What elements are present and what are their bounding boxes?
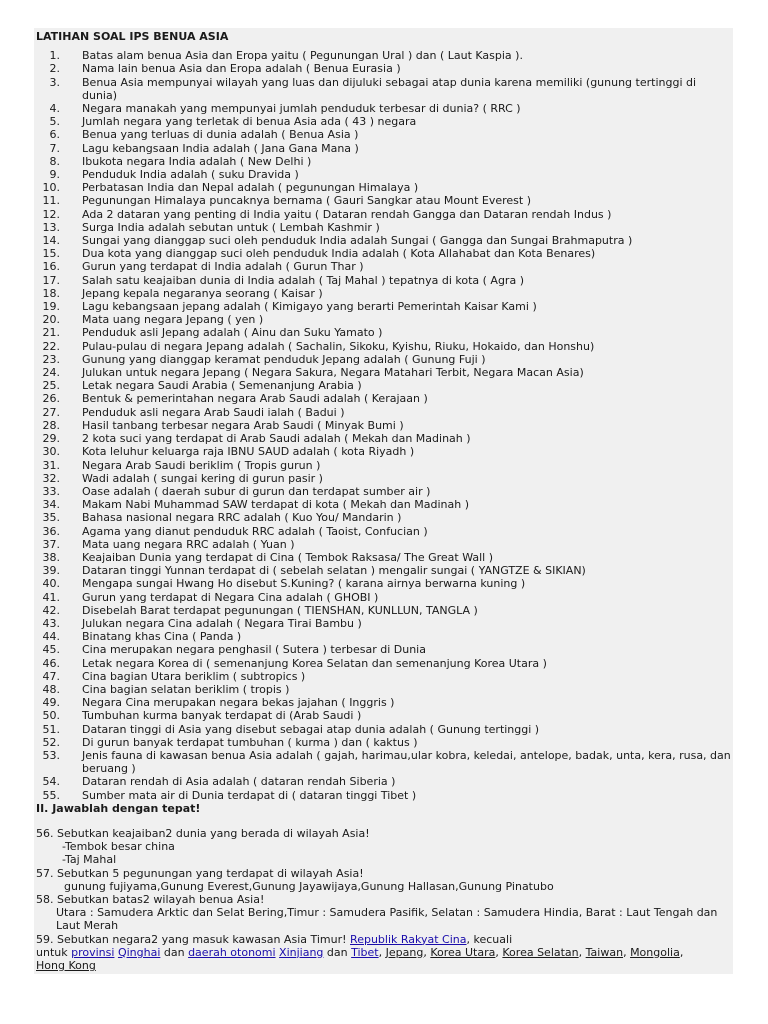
question-text: Bentuk & pemerintahan negara Arab Saudi adalah ( Kerajaan ) — [82, 392, 428, 406]
question-text: Batas alam benua Asia dan Eropa yaitu ( Pegunungan Ural ) dan ( Laut Kaspia ). — [82, 49, 523, 63]
question-number: 39. — [42, 564, 60, 578]
question-item — [36, 551, 731, 564]
question-text: Dua kota yang dianggap suci oleh penduduk India adalah ( Kota Allahabat dan Kota Benares) — [82, 247, 596, 261]
question-text: Cina bagian Utara beriklim ( subtropics ) — [82, 669, 306, 683]
question-number: 13. — [42, 220, 60, 234]
question-item — [36, 168, 731, 181]
question-text: Negara manakah yang mempunyai jumlah penduduk terbesar di dunia? ( RRC ) — [82, 102, 521, 116]
essay-question-58: 58. Sebutkan batas2 wilayah benua Asia! — [36, 893, 265, 906]
question-item — [36, 247, 731, 260]
essay-question-57: 57. Sebutkan 5 pegunungan yang terdapat di wilayah Asia! — [36, 866, 364, 880]
question-text: Penduduk India adalah ( suku Dravida ) — [82, 168, 299, 182]
question-number: 41. — [42, 590, 60, 604]
question-text: Letak negara Korea di ( semenanjung Korea Selatan dan semenanjung Korea Utara ) — [82, 656, 547, 670]
question-text: Pegunungan Himalaya puncaknya bernama ( Gauri Sangkar atau Mount Everest ) — [82, 194, 532, 208]
question-number: 10. — [42, 181, 60, 195]
question-list — [36, 49, 731, 802]
question-text: Perbatasan India dan Nepal adalah ( pegunungan Himalaya ) — [82, 181, 419, 195]
essay-question-59 — [36, 933, 731, 946]
question-item — [36, 419, 731, 432]
a59-comma-6: , — [679, 945, 684, 959]
question-text: Nama lain benua Asia dan Eropa adalah ( Benua Eurasia ) — [82, 62, 401, 76]
link-republik-rakyat-cina[interactable]: Republik Rakyat Cina — [350, 932, 467, 946]
question-text: Tumbuhan kurma banyak terdapat di (Arab Saudi ) — [82, 709, 362, 723]
question-number: 45. — [42, 643, 60, 657]
question-item — [36, 115, 731, 128]
question-item — [36, 696, 731, 709]
question-text: Wadi adalah ( sungai kering di gurun pasir ) — [82, 471, 323, 485]
question-text: Gunung yang dianggap keramat penduduk Jepang adalah ( Gunung Fuji ) — [82, 352, 486, 366]
question-text: Oase adalah ( daerah subur di gurun dan terdapat sumber air ) — [82, 484, 431, 498]
question-number: 25. — [42, 379, 60, 393]
question-item — [36, 723, 731, 736]
question-number: 19. — [42, 300, 60, 314]
question-item — [36, 459, 731, 472]
question-text: Lagu kebangsaan India adalah ( Jana Gana Mana ) — [82, 141, 359, 155]
question-number: 28. — [42, 418, 60, 432]
link-korea-selatan[interactable]: Korea Selatan — [502, 945, 579, 959]
essay-question-56: 56. Sebutkan keajaiban2 dunia yang berada di wilayah Asia! — [36, 826, 370, 840]
question-item — [36, 577, 731, 590]
a59-text-untuk: untuk — [36, 945, 72, 959]
document-title: LATIHAN SOAL IPS BENUA ASIA — [36, 30, 229, 43]
question-number: 43. — [42, 616, 60, 630]
question-item — [36, 564, 731, 577]
question-number: 24. — [42, 366, 60, 380]
section-2-title: II. Jawablah dengan tepat! — [36, 801, 201, 815]
question-number: 1. — [49, 49, 60, 63]
a59-comma-5: , — [623, 945, 631, 959]
question-item — [36, 683, 731, 696]
question-number: 3. — [49, 75, 60, 89]
question-text: Makam Nabi Muhammad SAW terdapat di kota ( Mekah dan Madinah ) — [82, 498, 469, 512]
question-number: 34. — [42, 498, 60, 512]
a59-comma-3: , — [495, 945, 503, 959]
link-daerah-otonomi[interactable]: daerah otonomi — [188, 945, 276, 959]
question-item — [36, 76, 731, 102]
question-item — [36, 775, 731, 788]
question-text: Agama yang dianut penduduk RRC adalah ( Taoist, Confucian ) — [82, 524, 428, 538]
document-page — [34, 28, 733, 974]
question-text: Bahasa nasional negara RRC adalah ( Kuo You/ Mandarin ) — [82, 511, 402, 525]
question-number: 9. — [49, 168, 60, 182]
question-item — [36, 366, 731, 379]
question-item — [36, 260, 731, 273]
question-item — [36, 670, 731, 683]
question-number: 33. — [42, 484, 60, 498]
question-text: Penduduk asli negara Arab Saudi ialah ( Badui ) — [82, 405, 345, 419]
question-text: Jenis fauna di kawasan benua Asia adalah ( gajah, harimau,ular kobra, keledai, antelope, badak, unta, kera, rusa, dan beruang ) — [82, 748, 731, 776]
question-number: 52. — [42, 735, 60, 749]
q59-prefix: 59. Sebutkan negara2 yang masuk kawasan Asia Timur! — [36, 932, 351, 946]
question-item — [36, 194, 731, 207]
link-korea-utara[interactable]: Korea Utara — [430, 945, 496, 959]
question-number: 22. — [42, 339, 60, 353]
question-text: Disebelah Barat terdapat pegunungan ( TIENSHAN, KUNLLUN, TANGLA ) — [82, 603, 478, 617]
question-item — [36, 392, 731, 405]
question-item — [36, 485, 731, 498]
question-text: Gurun yang terdapat di India adalah ( Gurun Thar ) — [82, 260, 364, 274]
question-item — [36, 445, 731, 458]
question-text: Penduduk asli Jepang adalah ( Ainu dan Suku Yamato ) — [82, 326, 383, 340]
question-item — [36, 617, 731, 630]
question-number: 55. — [42, 788, 60, 802]
question-number: 2. — [49, 62, 60, 76]
question-text: Ibukota negara India adalah ( New Delhi ) — [82, 154, 312, 168]
link-provinsi[interactable]: provinsi — [71, 945, 115, 959]
question-item — [36, 406, 731, 419]
question-text: Lagu kebangsaan jepang adalah ( Kimigayo yang berarti Pemerintah Kaisar Kami ) — [82, 300, 537, 314]
question-item — [36, 142, 731, 155]
question-number: 32. — [42, 471, 60, 485]
question-item — [36, 102, 731, 115]
question-text: Benua Asia mempunyai wilayah yang luas dan dijuluki sebagai atap dunia karena memiliki (gunung tertinggi di dunia) — [82, 75, 697, 102]
question-text: Mata uang negara RRC adalah ( Yuan ) — [82, 537, 295, 551]
question-number: 18. — [42, 286, 60, 300]
question-item — [36, 221, 731, 234]
question-text: Jepang kepala negaranya seorang ( Kaisar ) — [82, 286, 323, 300]
question-text: Mengapa sungai Hwang Ho disebut S.Kuning? ( karana airnya berwarna kuning ) — [82, 577, 526, 591]
question-text: Kota leluhur keluarga raja IBNU SAUD adalah ( kota Riyadh ) — [82, 445, 415, 459]
question-text: Benua yang terluas di dunia adalah ( Benua Asia ) — [82, 128, 359, 142]
essay-answer-59-line-2 — [36, 959, 731, 972]
question-number: 31. — [42, 458, 60, 472]
question-text: Jumlah negara yang terletak di benua Asia ada ( 43 ) negara — [82, 115, 417, 129]
question-item — [36, 472, 731, 485]
question-number: 42. — [42, 603, 60, 617]
question-item — [36, 181, 731, 194]
question-number: 14. — [42, 234, 60, 248]
question-number: 47. — [42, 669, 60, 683]
question-text: Sungai yang dianggap suci oleh penduduk India adalah Sungai ( Gangga dan Sungai Brahmaputra ) — [82, 234, 633, 248]
question-item — [36, 287, 731, 300]
question-item — [36, 432, 731, 445]
question-item — [36, 300, 731, 313]
question-text: Pulau-pulau di negara Jepang adalah ( Sachalin, Sikoku, Kyishu, Riuku, Hokaido, dan Honshu) — [82, 339, 595, 353]
question-text: Sumber mata air di Dunia terdapat di ( dataran tinggi Tibet ) — [82, 788, 417, 802]
question-item — [36, 208, 731, 221]
link-xinjiang[interactable]: Xinjiang — [279, 945, 324, 959]
question-item — [36, 604, 731, 617]
question-number: 12. — [42, 207, 60, 221]
question-number: 46. — [42, 656, 60, 670]
a59-text-dan-2: dan — [323, 945, 352, 959]
question-text: Di gurun banyak terdapat tumbuhan ( kurma ) dan ( kaktus ) — [82, 735, 418, 749]
question-number: 36. — [42, 524, 60, 538]
question-text: 2 kota suci yang terdapat di Arab Saudi adalah ( Mekah dan Madinah ) — [82, 432, 471, 446]
question-item — [36, 511, 731, 524]
question-number: 29. — [42, 432, 60, 446]
link-qinghai[interactable]: Qinghai — [117, 945, 161, 959]
link-mongolia[interactable]: Mongolia — [630, 945, 680, 959]
question-text: Hasil tanbang terbesar negara Arab Saudi ( Minyak Bumi ) — [82, 418, 404, 432]
essay-answer-56-1: -Tembok besar china — [62, 840, 175, 854]
essay-answer-58: Utara : Samudera Arktic dan Selat Bering,Timur : Samudera Pasifik, Selatan : Samudera Hindia, Barat : Laut Tengah dan Laut Merah — [56, 906, 718, 933]
link-tibet[interactable]: Tibet — [351, 945, 379, 959]
question-text: Julukan negara Cina adalah ( Negara Tirai Bambu ) — [82, 616, 362, 630]
a59-comma-1: , — [378, 945, 386, 959]
question-item — [36, 62, 731, 75]
question-text: Julukan untuk negara Jepang ( Negara Sakura, Negara Matahari Terbit, Negara Macan Asia) — [82, 366, 584, 380]
question-text: Keajaiban Dunia yang terdapat di Cina ( Tembok Raksasa/ The Great Wall ) — [82, 550, 494, 564]
question-item — [36, 353, 731, 366]
a59-text-dan-1: dan — [160, 945, 189, 959]
document-content — [34, 28, 733, 972]
a59-comma-4: , — [578, 945, 586, 959]
question-text: Negara Arab Saudi beriklim ( Tropis gurun ) — [82, 458, 321, 472]
essay-section — [36, 827, 731, 972]
question-item — [36, 379, 731, 392]
question-item — [36, 538, 731, 551]
question-text: Surga India adalah sebutan untuk ( Lembah Kashmir ) — [82, 220, 380, 234]
question-item — [36, 709, 731, 722]
q59-suffix: , kecuali — [466, 932, 513, 946]
question-item — [36, 749, 731, 775]
question-item — [36, 49, 731, 62]
essay-answer-56-2: -Taj Mahal — [62, 853, 117, 867]
question-number: 35. — [42, 511, 60, 525]
question-number: 30. — [42, 445, 60, 459]
question-item — [36, 789, 731, 802]
question-item — [36, 525, 731, 538]
question-text: Cina bagian selatan beriklim ( tropis ) — [82, 682, 290, 696]
question-text: Gurun yang terdapat di Negara Cina adalah ( GHOBI ) — [82, 590, 379, 604]
link-hong-kong[interactable]: Hong Kong — [36, 959, 96, 973]
question-number: 15. — [42, 247, 60, 261]
question-number: 44. — [42, 630, 60, 644]
question-number: 53. — [42, 748, 60, 762]
question-text: Mata uang negara Jepang ( yen ) — [82, 313, 264, 327]
question-text: Salah satu keajaiban dunia di India adalah ( Taj Mahal ) tepatnya di kota ( Agra ) — [82, 273, 524, 287]
question-number: 17. — [42, 273, 60, 287]
question-text: Dataran rendah di Asia adalah ( dataran rendah Siberia ) — [82, 775, 396, 789]
question-number: 49. — [42, 696, 60, 710]
question-number: 7. — [49, 141, 60, 155]
question-item — [36, 274, 731, 287]
question-item — [36, 326, 731, 339]
question-text: Dataran tinggi Yunnan terdapat di ( sebelah selatan ) mengalir sungai ( YANGTZE & SIKIAN) — [82, 564, 586, 578]
a59-comma-2: , — [423, 945, 431, 959]
question-number: 8. — [49, 154, 60, 168]
question-item — [36, 657, 731, 670]
question-text: Letak negara Saudi Arabia ( Semenanjung Arabia ) — [82, 379, 362, 393]
question-text: Dataran tinggi di Asia yang disebut sebagai atap dunia adalah ( Gunung tertinggi ) — [82, 722, 540, 736]
question-number: 11. — [42, 194, 60, 208]
question-number: 40. — [42, 577, 60, 591]
question-number: 21. — [42, 326, 60, 340]
question-number: 20. — [42, 313, 60, 327]
question-number: 37. — [42, 537, 60, 551]
question-item — [36, 234, 731, 247]
essay-answer-59 — [36, 946, 731, 959]
question-number: 38. — [42, 550, 60, 564]
link-taiwan[interactable]: Taiwan — [585, 945, 624, 959]
question-number: 27. — [42, 405, 60, 419]
question-text: Cina merupakan negara penghasil ( Sutera ) terbesar di Dunia — [82, 643, 426, 657]
question-number: 50. — [42, 709, 60, 723]
question-number: 4. — [49, 102, 60, 116]
question-number: 26. — [42, 392, 60, 406]
question-item — [36, 128, 731, 141]
question-item — [36, 340, 731, 353]
question-number: 16. — [42, 260, 60, 274]
question-number: 48. — [42, 682, 60, 696]
question-item — [36, 498, 731, 511]
question-number: 5. — [49, 115, 60, 129]
question-text: Binatang khas Cina ( Panda ) — [82, 630, 242, 644]
question-item — [36, 591, 731, 604]
question-item — [36, 736, 731, 749]
essay-answer-57: gunung fujiyama,Gunung Everest,Gunung Jayawijaya,Gunung Hallasan,Gunung Pinatubo — [64, 879, 554, 893]
question-item — [36, 313, 731, 326]
question-text: Ada 2 dataran yang penting di India yaitu ( Dataran rendah Gangga dan Dataran rendah Indus ) — [82, 207, 612, 221]
question-text: Negara Cina merupakan negara bekas jajahan ( Inggris ) — [82, 696, 395, 710]
question-number: 54. — [42, 775, 60, 789]
question-number: 23. — [42, 352, 60, 366]
link-jepang[interactable]: Jepang — [385, 945, 424, 959]
question-number: 51. — [42, 722, 60, 736]
question-item — [36, 155, 731, 168]
question-item — [36, 630, 731, 643]
question-item — [36, 643, 731, 656]
question-number: 6. — [49, 128, 60, 142]
